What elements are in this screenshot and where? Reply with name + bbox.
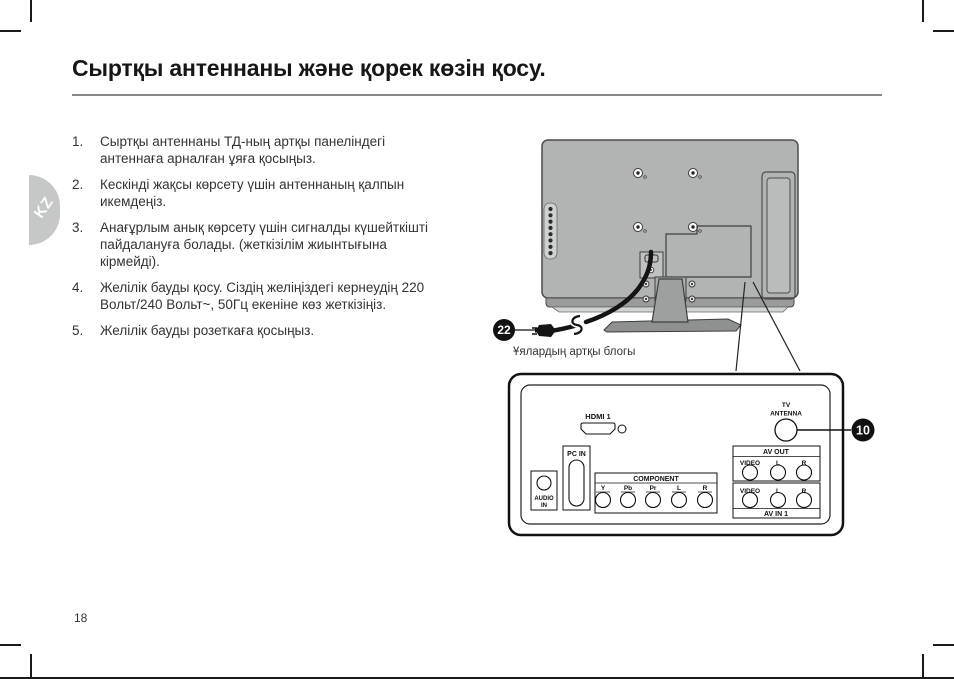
tv-body [542, 140, 798, 298]
tv-back-view [493, 140, 800, 371]
component-jack-label-r: R [702, 485, 708, 492]
item-text: Желілік бауды қосу. Сіздің желіңіздегі кернеудің 220 Вольт/240 Вольт~, 50Гц екеніне көз жеткізіңіз. [100, 280, 425, 312]
item-number: 1. [72, 134, 84, 149]
av-out-label-l: L [776, 460, 780, 467]
callout-power-cord [493, 319, 540, 341]
callout-22-label: 22 [497, 323, 511, 338]
audio-in-label-1: AUDIO [534, 496, 554, 502]
av-in-label-l: L [776, 488, 780, 495]
component-header: COMPONENT [633, 476, 679, 483]
antenna-label-2: ANTENNA [770, 410, 802, 418]
item-number: 3. [72, 220, 84, 235]
av-in-footer: AV IN 1 [764, 511, 788, 518]
av-out-header: AV OUT [763, 449, 789, 456]
audio-in-label-2: IN [541, 503, 547, 509]
language-tab-label: KZ [30, 193, 58, 222]
item-number: 4. [72, 280, 84, 295]
component-jack-label-pb: Pb [623, 485, 633, 492]
hdmi-label: HDMI 1 [585, 412, 611, 421]
antenna-label-1: TV [781, 402, 791, 409]
item-text: Анағұрлым анық көрсету үшін сигналды күшейткішті пайдалануға болады. (жеткізілім жиынтығына кірмейді). [100, 220, 429, 269]
av-out-label-video: VIDEO [739, 460, 761, 467]
page-number: 18 [74, 611, 88, 625]
side-connector-recess [762, 172, 795, 299]
rear-panel-detail [509, 374, 875, 535]
diagram-caption: Ұялардың артқы блогы [513, 346, 636, 358]
component-jack-label-l: L [677, 485, 681, 492]
item-number: 2. [72, 177, 84, 192]
page-title: Сыртқы антеннаны және қорек көзін қосу. [72, 55, 546, 81]
item-text: Желілік бауды розеткаға қосыңыз. [100, 323, 315, 338]
pc-in-label: PC IN [567, 451, 586, 458]
component-jack-label-y: Y [600, 485, 606, 492]
av-out-label-r: R [801, 460, 807, 467]
av-in-label-r: R [801, 488, 807, 495]
item-number: 5. [72, 323, 84, 338]
item-text: Сыртқы антеннаны ТД-ның артқы панеліндегі антеннаға арналған ұяға қосыңыз. [100, 134, 386, 166]
callout-10-label: 10 [856, 423, 870, 438]
component-jack-label-pr: Pr [649, 485, 657, 492]
panel-outer-frame [509, 374, 843, 535]
av-in-label-video: VIDEO [739, 488, 761, 495]
stand-neck [652, 279, 688, 322]
side-control-buttons [544, 203, 557, 259]
item-text: Кескінді жақсы көрсету үшін антеннаның қалпын икемдеңіз. [100, 177, 405, 209]
